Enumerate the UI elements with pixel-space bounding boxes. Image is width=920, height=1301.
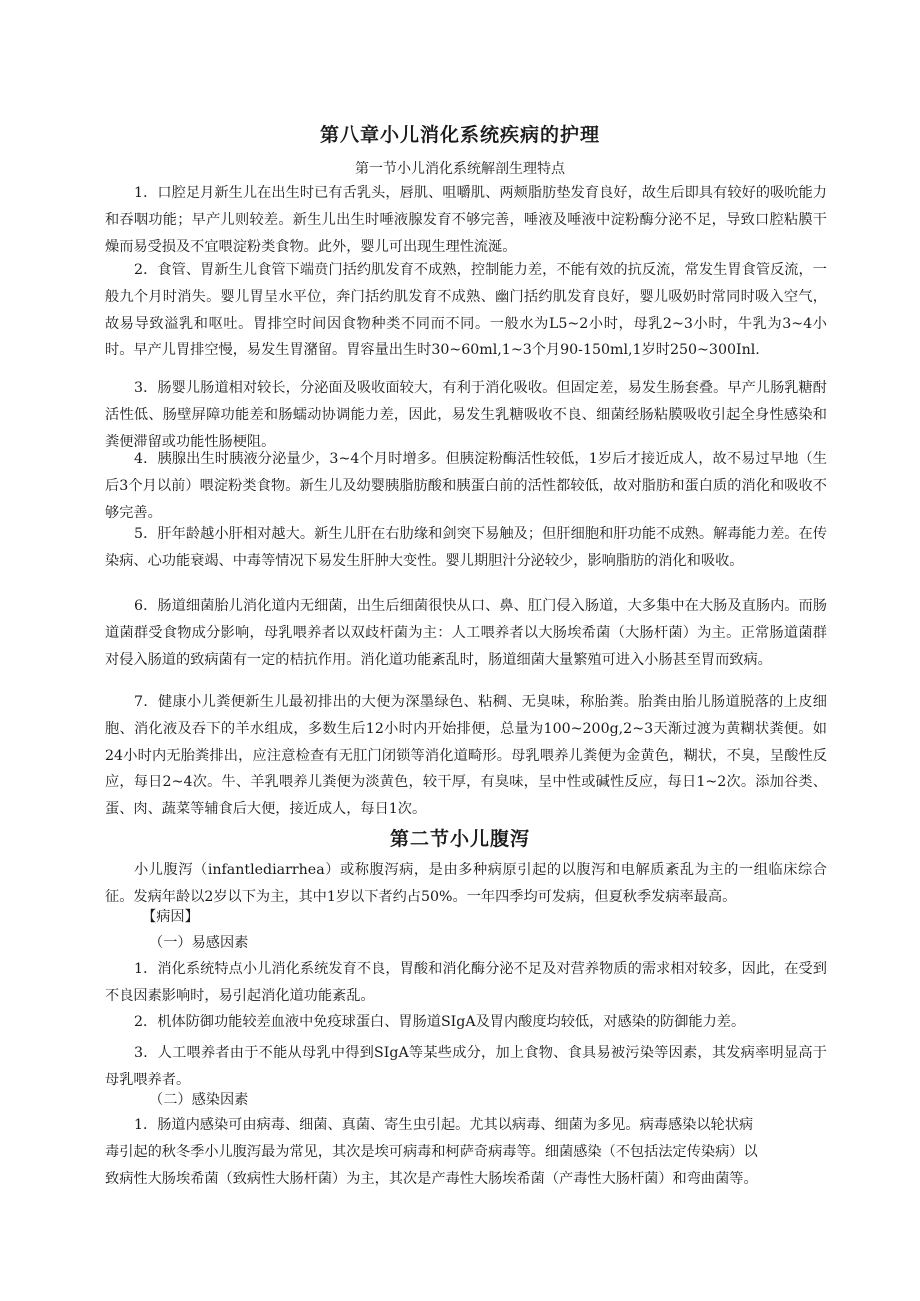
paragraph-intestinal-bacteria: 6．肠道细菌胎儿消化道内无细菌，出生后细菌很快从口、鼻、肛门侵入肠道，大多集中在大肠及直肠内。而肠道菌群受食物成分影响，母乳喂养者以双歧杆菌为主：人工喂养者以大肠埃希菌（大肠杆菌）为主。正常肠道菌群对侵入肠道的致病菌有一定的桔抗作用。消化道功能紊乱时，肠道细菌大量繁殖可进入小肠甚至胃而致病。 <box>105 598 827 668</box>
infection-heading: （二）感染因素 <box>149 1092 249 1108</box>
infection-line-2: 毒引起的秋冬季小儿腹泻最为常见，其次是埃可病毒和柯萨奇病毒等。细菌感染（不包括法定传染病）以 <box>105 1143 758 1160</box>
chapter-title: 第八章小儿消化系统疾病的护理 <box>319 124 600 146</box>
paragraph-defense-function: 2．机体防御功能较差血液中免疫球蛋白、胃肠道SIgA及胃内酸度均较低，对感染的防御能力差。 <box>134 1014 746 1030</box>
infection-line-3: 致病性大肠埃希菌（致病性大肠杆菌）为主，其次是产毒性大肠埃希菌（产毒性大肠杆菌）和弯曲菌等。 <box>105 1170 758 1187</box>
paragraph-oral-cavity: 1．口腔足月新生儿在出生时已有舌乳头，唇肌、咀嚼肌、两颊脂肪垫发育良好，故生后即具有较好的吸吮能力和吞咽功能；早产儿则较差。新生儿出生时唾液腺发育不够完善，唾液及唾液中淀粉酶分泌不足，导致口腔粘膜干燥而易受损及不宜喂淀粉类食物。此外，婴儿可出现生理性流涎。 <box>105 185 827 255</box>
susceptibility-heading: （一）易感因素 <box>149 935 249 951</box>
paragraph-stool: 7．健康小儿粪便新生儿最初排出的大便为深墨绿色、粘稠、无臭味，称胎粪。胎粪由胎儿肠道脱落的上皮细胞、消化液及吞下的羊水组成，多数生后12小时内开始排便，总量为100~200g,2~3天渐过渡为黄糊状粪便。如24小时内无胎粪排出，应注意检查有无肛门闭锁等消化道畸形。母乳喂养儿粪便为金黄色，糊状，不臭，呈酸性反应，每日2~4次。牛、羊乳喂养儿粪便为淡黄色，较干厚，有臭味，呈中性或碱性反应，每日1~2次。添加谷类、蛋、肉、蔬菜等辅食后大便，接近成人，每日1次。 <box>105 694 827 818</box>
paragraph-artificial-feeding: 3．人工喂养者由于不能从母乳中得到SIgA等某些成分，加上食物、食具易被污染等因素，其发病率明显高于母乳喂养者。 <box>105 1045 827 1088</box>
infection-line-1: 1．肠道内感染可由病毒、细菌、真菌、寄生虫引起。尤其以病毒、细菌为多见。病毒感染以轮状病 <box>134 1117 754 1133</box>
paragraph-liver: 5．肝年龄越小肝相对越大。新生儿肝在右肋缘和剑突下易触及；但肝细胞和肝功能不成熟。解毒能力差。在传染病、心功能衰竭、中毒等情况下易发生肝肿大变性。婴儿期胆汁分泌较少，影响脂肪的消化和吸收。 <box>105 526 827 569</box>
paragraph-diarrhea-definition: 小儿腹泻（infantlediarrhea）或称腹泻病，是由多种病原引起的以腹泻和电解质紊乱为主的一组临床综合征。发病年龄以2岁以下为主，其中1岁以下者约占50%。一年四季均可发病，但夏秋季发病率最高。 <box>105 862 827 905</box>
paragraph-intestinal-infection <box>105 1112 827 1192</box>
section-2-title: 第二节小儿腹泻 <box>389 828 530 850</box>
etiology-heading: 【病因】 <box>142 909 199 925</box>
paragraph-intestine: 3．肠婴儿肠道相对较长，分泌面及吸收面较大，有利于消化吸收。但固定差，易发生肠套叠。早产儿肠乳糖酎活性低、肠壁屏障功能差和肠蠕动协调能力差，因此，易发生乳糖吸收不良、细菌经肠粘膜吸收引起全身性感染和粪便滞留或功能性肠梗阻。 <box>105 380 827 450</box>
paragraph-digestive-features: 1．消化系统特点小儿消化系统发育不良，胃酸和消化酶分泌不足及对营养物质的需求相对较多，因此，在受到不良因素影响时，易引起消化道功能紊乱。 <box>105 961 827 1004</box>
paragraph-esophagus-stomach: 2．食管、胃新生儿食管下端贲门括约肌发育不成熟，控制能力差，不能有效的抗反流，常发生胃食管反流，一般九个月时消失。婴儿胃呈水平位，奔门括约肌发育不成熟、幽门括约肌发育良好，婴儿吸奶时常同时吸入空气，故易导致溢乳和呕吐。胃排空时间因食物种类不同而不同。一般水为L5~2小时，母乳2~3小时，牛乳为3~4小时。早产儿胃排空慢，易发生胃潴留。胃容量出生时30~60ml,1~3个月90-150ml,1岁时250~300Inl. <box>105 262 827 359</box>
paragraph-pancreas: 4．胰腺出生时胰液分泌量少，3~4个月时增多。但胰淀粉酶活性较低，1岁后才接近成人，故不易过早地（生后3个月以前）喂淀粉类食物。新生儿及幼婴胰脂肪酸和胰蛋白前的活性都较低，故对脂肪和蛋白质的消化和吸收不够完善。 <box>105 451 827 521</box>
section-1-title: 第一节小儿消化系统解剖生理特点 <box>355 161 565 177</box>
